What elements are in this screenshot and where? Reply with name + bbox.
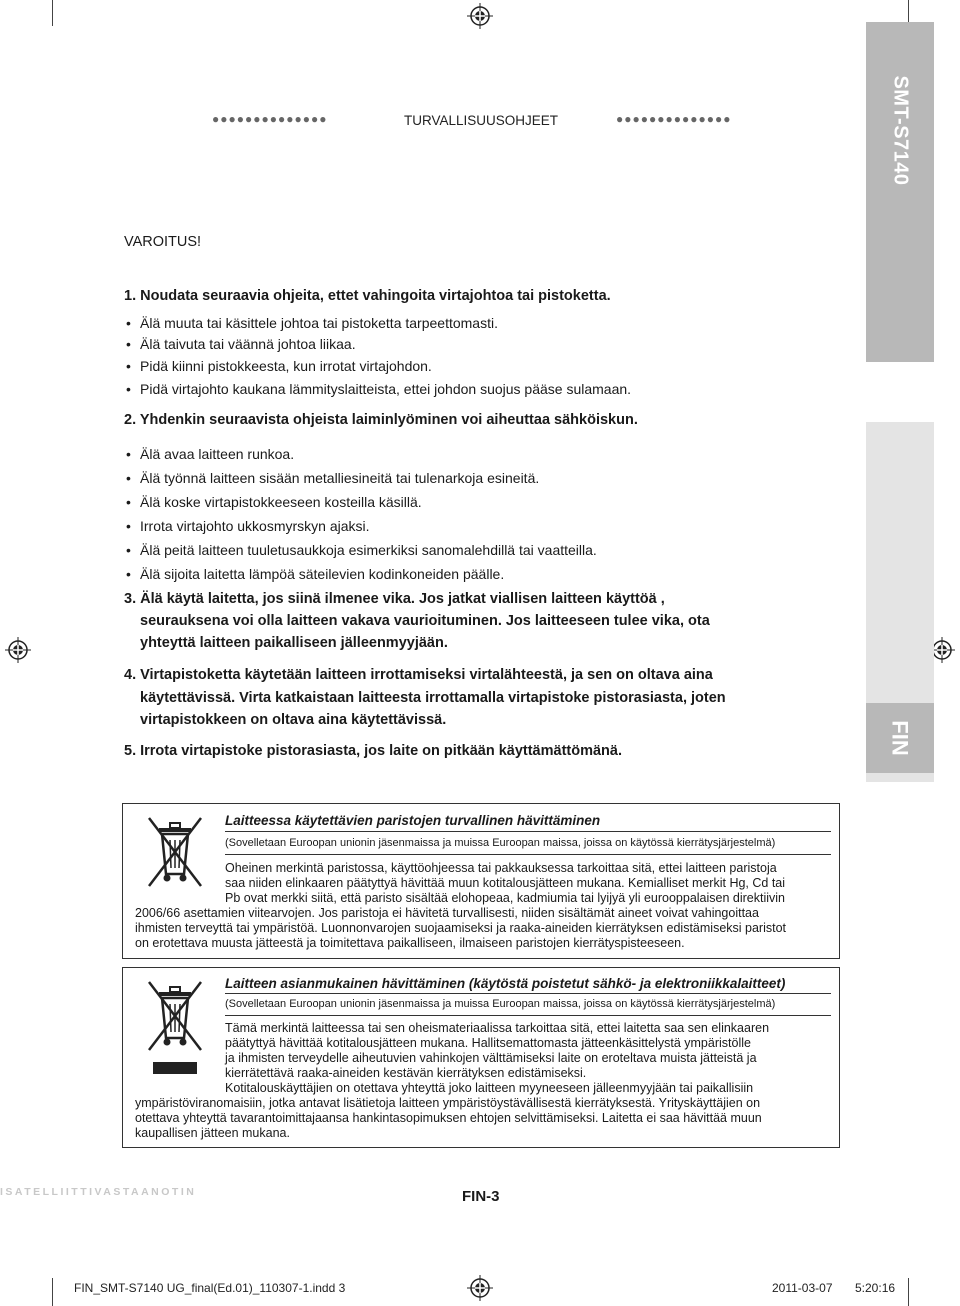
crossed-bin-icon [143, 974, 207, 1082]
section-heading: 1. Noudata seuraavia ohjeita, ettet vahingoita virtajohtoa tai pistoketta. [124, 288, 611, 304]
box-text-line: päätyttyä hävittää kotitalousjätteen mukana. Hallitsemattomasta jätteenkäsittelystä ympäristölle [225, 1036, 751, 1050]
language-label: FIN [887, 720, 913, 756]
model-name: SMT-S7140 [889, 74, 912, 186]
box-text-line: Pb ovat merkki siitä, että paristo sisältää elohopeaa, kadmiumia tai lyijyä yli eurooppalaisen direktiivin [225, 891, 785, 905]
slug-date: 2011-03-07 [772, 1281, 833, 1295]
battery-disposal-box [122, 803, 840, 959]
crop-mark [52, 0, 53, 26]
section3-line: seurauksena voi olla laitteen vakava vaurioituminen. Jos laitteeseen tulee vika, ota [140, 613, 710, 629]
box-text-line: 2006/66 asettamien viitearvojen. Jos paristoja ei hävitetä turvallisesti, niiden sisältämät aineet voivat vahingoittaa [135, 906, 759, 920]
warning-heading: VAROITUS! [124, 234, 202, 250]
list-item: • Pidä virtajohto kaukana lämmityslaitteista, ettei johdon suojus pääse sulamaan. [140, 379, 631, 399]
list-item: • Älä sijoita laitetta lämpöä säteilevien kodinkoneiden päälle. [140, 564, 504, 584]
box-subtitle: (Sovelletaan Euroopan unionin jäsenmaissa ja muissa Euroopan maissa, joissa on käytössä kierrätysjärjestelmä) [225, 998, 776, 1010]
box-text-line: kaupallisen jätteen mukana. [135, 1126, 290, 1140]
box-title: Laitteessa käytettävien paristojen turvallinen hävittäminen [225, 813, 601, 828]
list-item: • Älä koske virtapistokkeeseen kosteilla käsillä. [140, 492, 422, 512]
section4-line: virtapistokkeen on oltava aina käytettävissä. [140, 712, 447, 728]
list-item: • Pidä kiinni pistokkeesta, kun irrotat virtajohdon. [140, 356, 432, 376]
box-text-line: Oheinen merkintä paristossa, käyttöohjeessa tai pakkauksessa tarkoittaa sitä, ettei laitteen paristoja [225, 861, 777, 875]
running-footer-label: ISATELLIITTIVASTAANOTIN [0, 1186, 197, 1198]
header-dots-left: ●●●●●●●●●●●●●● [212, 112, 328, 126]
divider [225, 831, 831, 832]
box-text-line: Tämä merkintä laitteessa tai sen oheismateriaalissa tarkoittaa sitä, ettei laitetta saa sen elinkaaren [225, 1021, 770, 1035]
list-item: • Irrota virtajohto ukkosmyrskyn ajaksi. [140, 516, 370, 536]
section5-line: 5. Irrota virtapistoke pistorasiasta, jos laite on pitkään käyttämättömänä. [124, 743, 622, 759]
list-item: • Älä avaa laitteen runkoa. [140, 444, 294, 464]
page-number: FIN-3 [462, 1188, 500, 1205]
list-item: • Älä peitä laitteen tuuletusaukkoja esimerkiksi sanomalehdillä tai vaatteilla. [140, 540, 597, 560]
divider [225, 993, 831, 994]
box-subtitle: (Sovelletaan Euroopan unionin jäsenmaissa ja muissa Euroopan maissa, joissa on käytössä kierrätysjärjestelmä) [225, 837, 776, 849]
crossed-bin-icon [143, 810, 207, 894]
registration-mark-icon [467, 1275, 493, 1301]
box-text-line: ympäristöviranomaisiin, jotka antavat lisätietoja laitteen ympäristöystävällisestä kierrätyksestä. Yrityskäyttäjien on [135, 1096, 761, 1110]
divider [225, 854, 831, 855]
weee-disposal-box [122, 967, 840, 1148]
box-text-line: ihmisten terveyttä tai ympäristöä. Luonnonvarojen suojaamiseksi ja raaka-aineiden kierrätyksen edistämiseksi paristot [135, 921, 787, 935]
divider [225, 1015, 831, 1016]
box-text-line: otettava yhteyttä tavarantoimittajaansa hankintasopimuksen ehtojen selvittämiseksi. Laitetta ei saa hävittää muun [135, 1111, 762, 1125]
side-tab-model [866, 22, 934, 362]
page-title: TURVALLISUUSOHJEET [404, 113, 559, 128]
crop-mark [908, 1278, 909, 1306]
section3-line: yhteyttä laitteen paikalliseen jälleenmyyjään. [140, 635, 448, 651]
side-tab-language [866, 703, 934, 773]
box-text-line: Kotitalouskäyttäjien on otettava yhteyttä joko laitteen myyneeseen jälleenmyyjään tai paikallisiin [225, 1081, 754, 1095]
list-item: • Älä taivuta tai väännä johtoa liikaa. [140, 334, 356, 354]
box-text-line: on erotettava muusta jätteestä ja toimitettava paikalliseen, ilmaiseen paristojen kierrätyspisteeseen. [135, 936, 685, 950]
box-text-line: kierrätettävä raaka-aineiden kestävän kierrätyksen edistämiseksi. [225, 1066, 587, 1080]
registration-mark-icon [5, 637, 31, 663]
file-slug: FIN_SMT-S7140 UG_final(Ed.01)_110307-1.indd 3 [74, 1281, 346, 1295]
section-heading: 2. Yhdenkin seuraavista ohjeista laiminlyöminen voi aiheuttaa sähköiskun. [124, 412, 638, 428]
list-item: • Älä muuta tai käsittele johtoa tai pistoketta tarpeettomasti. [140, 313, 498, 333]
crop-mark [52, 1278, 53, 1306]
registration-mark-icon [467, 3, 493, 29]
box-text-line: ja ihmisten terveydelle aiheutuvien vahinkojen välttämiseksi laite on eroteltava muista jätteistä ja [225, 1051, 757, 1065]
slug-time: 5:20:16 [855, 1281, 896, 1295]
section4-line: käytettävissä. Virta katkaistaan laitteesta irrottamalla virtapistoke pistorasiasta, joten [140, 690, 726, 706]
list-item: • Älä työnnä laitteen sisään metalliesineitä tai tulenarkoja esineitä. [140, 468, 539, 488]
section3-line: 3. Älä käytä laitetta, jos siinä ilmenee vika. Jos jatkat viallisen laitteen käyttöä , [124, 591, 665, 607]
header-dots-right: ●●●●●●●●●●●●●● [616, 112, 732, 126]
section4-line: 4. Virtapistoketta käytetään laitteen irrottamiseksi virtalähteestä, ja sen on oltava aina [124, 667, 713, 683]
box-title: Laitteen asianmukainen hävittäminen (käytöstä poistetut sähkö- ja elektroniikkalaitteet) [225, 976, 786, 991]
box-text-line: saa niiden elinkaaren päätyttyä hävittää muun kotitalousjätteen mukana. Kemialliset merkit Hg, Cd tai [225, 876, 786, 890]
